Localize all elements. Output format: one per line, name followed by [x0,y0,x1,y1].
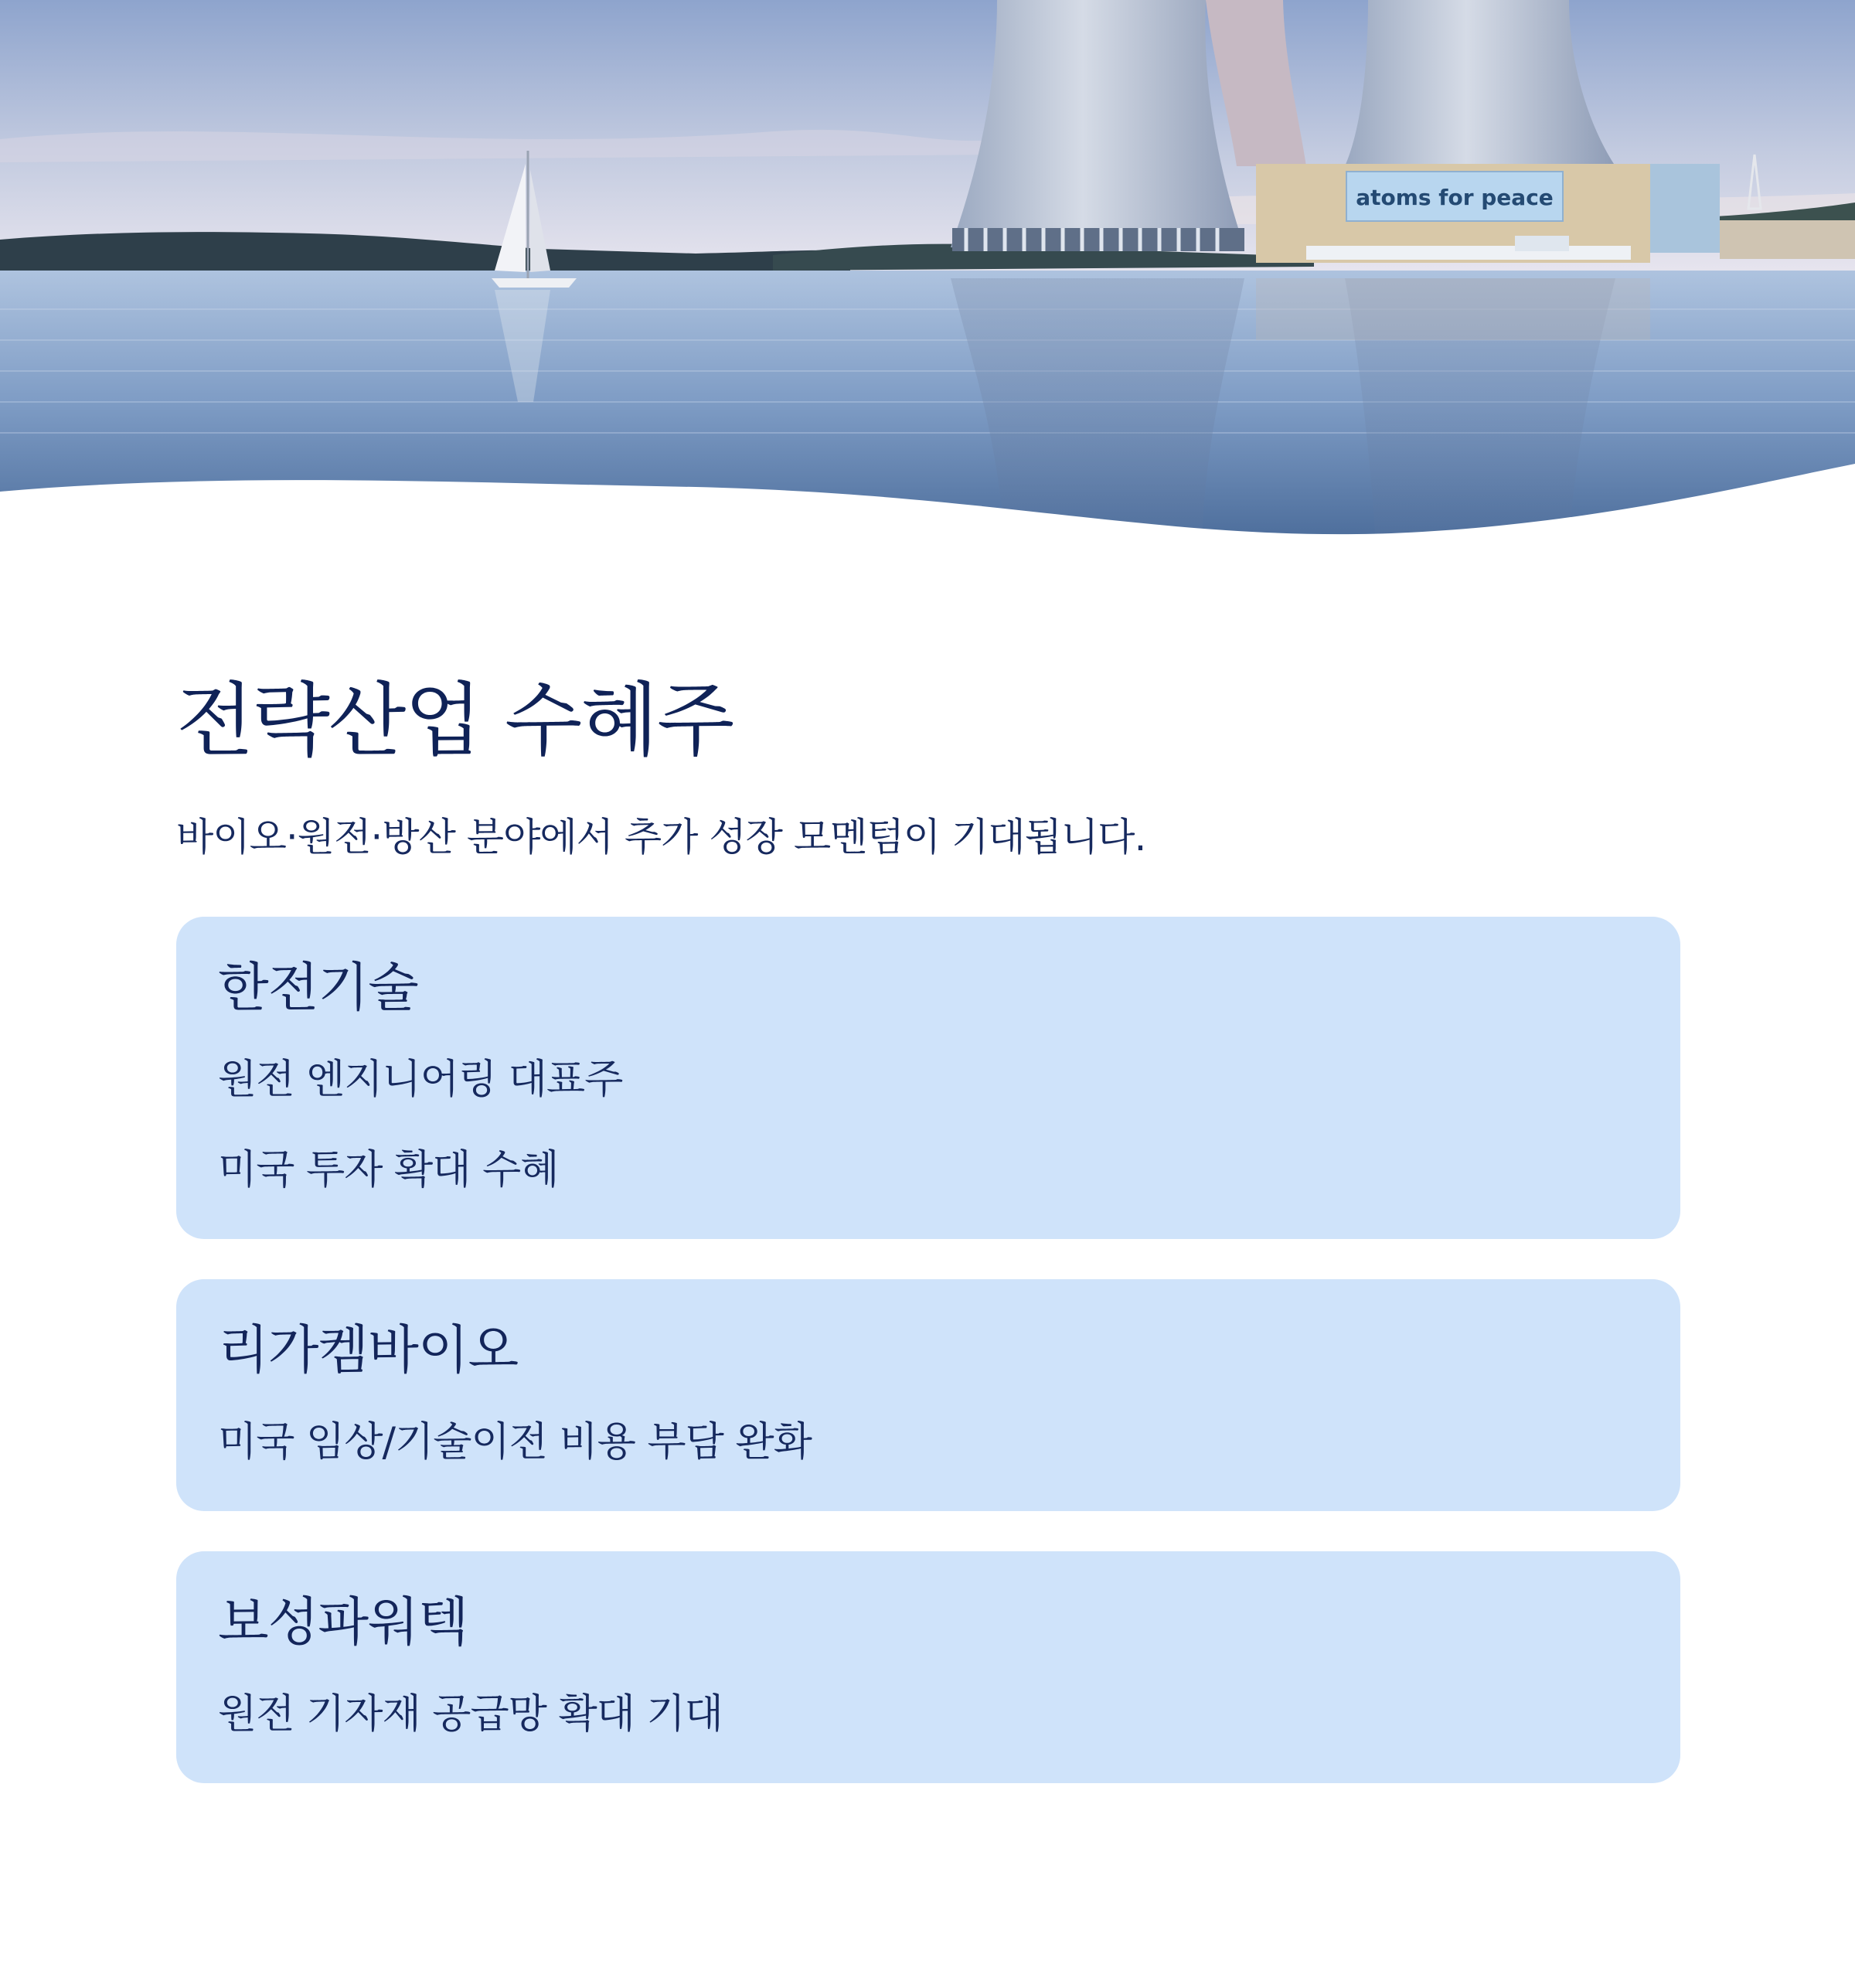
stock-description: 미국 임상/기술이전 비용 부담 완화 [218,1418,812,1465]
page-title: 전략산업 수혜주 [176,673,733,768]
nuclear-plant-lake-illustration [0,0,1855,541]
stock-card-ligachem-bio [176,1279,1680,1511]
stock-name: 보성파워텍 [218,1591,468,1653]
stock-card-kepco-enc [176,917,1680,1239]
stock-description: 미국 투자 확대 수혜 [218,1146,559,1193]
page-subtitle: 바이오·원전·방산 분야에서 추가 성장 모멘텀이 기대됩니다. [176,814,1146,860]
stock-name: 한전기술 [218,957,418,1019]
stock-description: 원전 엔지니어링 대표주 [218,1056,623,1103]
stock-card-boseong-powertec [176,1551,1680,1783]
sign-text: atoms for peace [1356,185,1554,210]
stock-card-list [176,917,1680,1783]
stock-description: 원전 기자재 공급망 확대 기대 [218,1690,723,1738]
stock-name: 리가켐바이오 [218,1319,519,1381]
main-content [176,672,1680,1783]
hero-image [0,0,1855,541]
